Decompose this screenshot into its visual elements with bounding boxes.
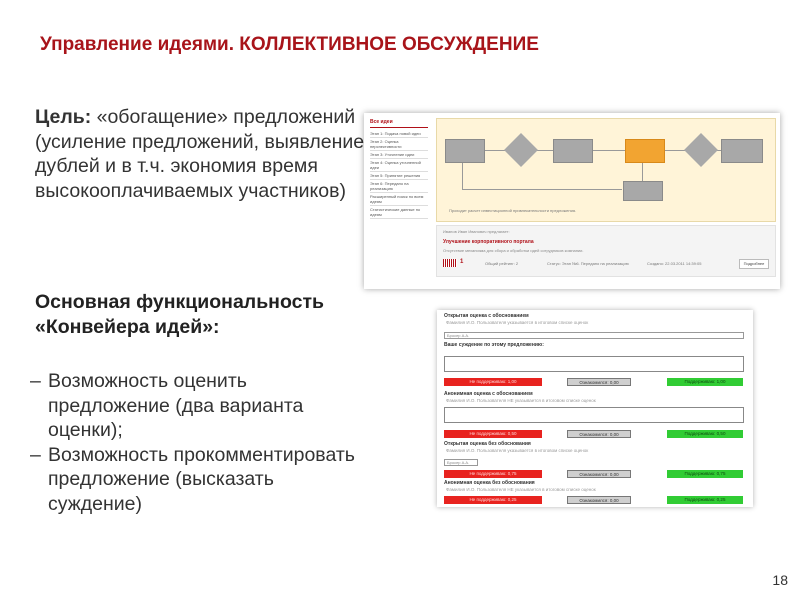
idea-card xyxy=(436,225,776,277)
list-dash: – xyxy=(30,370,41,392)
comment-textarea[interactable] xyxy=(444,407,744,423)
flow-stage-box xyxy=(721,139,763,163)
sidebar-item-stage-2[interactable]: Этап 2: Оценка перспективности xyxy=(370,138,428,151)
sidebar-item-stage-6[interactable]: Этап 6: Передано на реализацию xyxy=(370,180,428,193)
section-title: Анонимная оценка без обоснования xyxy=(444,480,535,486)
comment-label: Ваше суждение по этому предложению: xyxy=(444,342,544,348)
vote-support-button[interactable]: Поддерживаю: 0,75 xyxy=(667,470,743,478)
section-hint: Фамилия И.О. Пользователя указывается в итоговом списке оценок xyxy=(446,320,589,325)
vote-acknowledge-button[interactable]: Ознакомился: 0,00 xyxy=(567,378,631,386)
flow-stage-box xyxy=(445,139,485,163)
vote-against-button[interactable]: Не поддерживаю: 1,00 xyxy=(444,378,542,386)
idea-pipeline-screenshot xyxy=(364,113,780,289)
section-title: Анонимная оценка с обоснованием xyxy=(444,391,533,397)
workflow-diagram xyxy=(436,118,776,222)
functionality-heading: Основная функциональность «Конвейера идей»: xyxy=(35,291,324,338)
vote-against-button[interactable]: Не поддерживаю: 0,75 xyxy=(444,470,542,478)
sidebar-item-stage-4[interactable]: Этап 4: Оценка уточненной идеи xyxy=(370,159,428,172)
flow-stage-box xyxy=(553,139,593,163)
author-name-field[interactable] xyxy=(444,459,478,466)
functionality-item-comment xyxy=(30,443,360,517)
vote-against-button[interactable]: Не поддерживаю: 0,25 xyxy=(444,496,542,504)
comment-textarea[interactable] xyxy=(444,356,744,372)
details-button[interactable]: Подробнее xyxy=(739,259,769,269)
functionality-item-text: Возможность прокомментировать предложение (высказать суждение) xyxy=(48,443,355,515)
idea-description: Отсутствие механизма для сбора и обработки идей сотрудников компании. xyxy=(443,248,584,253)
functionality-item-rate xyxy=(30,369,360,443)
author-name-field[interactable] xyxy=(444,332,744,339)
overall-rating: Общий рейтинг: 2 xyxy=(485,261,519,266)
flow-connector xyxy=(462,189,622,190)
flow-note: Проходит расчет инвестиционной привлекательности предложения. xyxy=(449,208,577,213)
section-title: Открытая оценка с обоснованием xyxy=(444,313,529,319)
rating-value: 1 xyxy=(460,259,464,265)
goal-paragraph xyxy=(35,105,365,203)
slide-title: Управление идеями. КОЛЛЕКТИВНОЕ ОБСУЖДЕНИЕ xyxy=(40,34,539,55)
sidebar-item-stage-3[interactable]: Этап 3: Уточнение идеи xyxy=(370,151,428,159)
vote-acknowledge-button[interactable]: Ознакомился: 0,00 xyxy=(567,496,631,504)
section-hint: Фамилия И.О. Пользователя НЕ указывается в итоговом списке оценок xyxy=(446,398,596,403)
goal-label: Цель: xyxy=(35,106,92,128)
functionality-item-text: Возможность оценить предложение (два варианта оценки); xyxy=(48,370,304,441)
vote-against-button[interactable]: Не поддерживаю: 0,50 xyxy=(444,430,542,438)
sidebar-title[interactable]: Все идеи xyxy=(370,119,428,128)
vote-support-button[interactable]: Поддерживаю: 1,00 xyxy=(667,378,743,386)
page-number: 18 xyxy=(772,572,788,588)
idea-status: Статус: Этап №6. Передано на реализацию xyxy=(547,261,629,266)
flow-active-stage-box xyxy=(625,139,665,163)
vote-support-button[interactable]: Поддерживаю: 0,50 xyxy=(667,430,743,438)
idea-title-link[interactable]: Улучшение корпоративного портала xyxy=(443,239,534,245)
flow-stage-box xyxy=(623,181,663,201)
vote-support-button[interactable]: Поддерживаю: 0,25 xyxy=(667,496,743,504)
list-dash: – xyxy=(30,443,41,466)
sidebar-item-search[interactable]: Расширенный поиск по всем идеям xyxy=(370,193,428,206)
section-title: Открытая оценка без обоснования xyxy=(444,441,531,447)
flow-decision-diamond xyxy=(504,133,538,167)
functionality-list xyxy=(30,369,360,516)
section-hint: Фамилия И.О. Пользователя указывается в итоговом списке оценок xyxy=(446,448,589,453)
flow-decision-diamond xyxy=(684,133,718,167)
flow-connector xyxy=(462,161,463,189)
section-hint: Фамилия И.О. Пользователя НЕ указывается в итоговом списке оценок xyxy=(446,487,596,492)
vote-acknowledge-button[interactable]: Ознакомился: 0,00 xyxy=(567,470,631,478)
rating-barcode-icon xyxy=(443,259,457,267)
goal-text: «обогащение» предложений (усиление предложений, выявление дублей и в т.ч. экономия время высокооплачиваемых участников) xyxy=(35,106,365,202)
idea-author: Иванов Иван Иванович предлагает: xyxy=(443,229,510,234)
sidebar-item-stage-5[interactable]: Этап 5: Принятие решения xyxy=(370,172,428,180)
sidebar-item-stage-1[interactable]: Этап 1: Подача новой идеи xyxy=(370,130,428,138)
idea-created: Создано: 22.03.2011 14:39:05 xyxy=(647,261,702,266)
vote-acknowledge-button[interactable]: Ознакомился: 0,00 xyxy=(567,430,631,438)
stages-sidebar xyxy=(370,119,428,219)
rating-form-screenshot xyxy=(437,310,753,507)
sidebar-item-stats[interactable]: Статистические данные по идеям xyxy=(370,206,428,219)
